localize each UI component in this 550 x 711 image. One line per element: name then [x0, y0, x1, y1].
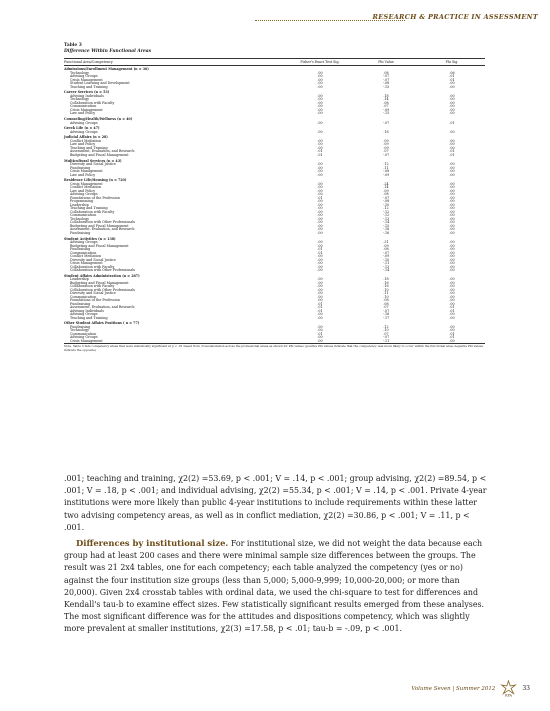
table-note: Note. Table 3 lists competency areas that were statistically significant at p < .01 based from cross-tabulation across the professional areas as shown for Phi values (positive Phi values indicate that the competency was more likely to occur within the functional area; negative Phi values indicate the opposite)	[64, 344, 483, 352]
value-cell: -.07	[382, 152, 390, 157]
value-cell: -.17	[382, 315, 390, 320]
competency-cell: Budgeting and Fiscal Management	[70, 152, 129, 157]
value-cell: .00	[449, 185, 455, 190]
competency-cell: Fundraising	[70, 301, 91, 306]
competency-cell: Communication	[70, 104, 97, 109]
competency-cell: Conflict Mediation	[70, 185, 102, 190]
value-cell: -.11	[353, 340, 419, 344]
competency-cell: Teaching and Training	[70, 206, 108, 211]
value-cell: .08	[383, 301, 389, 306]
value-cell: .00	[317, 129, 323, 134]
table-row	[64, 340, 485, 344]
running-header: RESEARCH & PRACTICE IN ASSESSMENT	[372, 13, 538, 21]
competency-cell: Crisis Management	[70, 181, 103, 186]
value-cell: .08	[383, 192, 389, 197]
value-cell: .00	[317, 165, 323, 170]
value-cell: .00	[317, 185, 323, 190]
competency-cell: Communication	[70, 250, 97, 255]
competency-cell: Programming	[70, 199, 93, 204]
value-cell: .00	[317, 240, 323, 244]
competency-cell: Fundraising	[70, 230, 91, 235]
competency-cell: Crisis Management	[70, 261, 103, 265]
value-cell: .11	[383, 165, 389, 170]
competency-cell: Leadership	[70, 277, 89, 282]
value-cell: .00	[317, 324, 323, 329]
value-cell: .00	[449, 162, 455, 167]
value-cell: .01	[449, 74, 455, 79]
value-cell: .00	[449, 220, 455, 225]
competency-cell: Budgeting and Fiscal Management	[70, 280, 129, 285]
competency-cell: Advising Groups	[70, 74, 98, 79]
value-cell: .00	[449, 247, 455, 251]
value-cell: .00	[317, 172, 323, 177]
value-cell: .00	[317, 169, 323, 174]
value-cell: .00	[317, 145, 323, 150]
competency-cell: Crisis Management	[70, 77, 103, 82]
value-cell: .01	[449, 149, 455, 154]
value-cell: .00	[449, 145, 455, 150]
value-cell: .01	[317, 250, 323, 255]
col-header: Fisher's Exact Test Sig.	[287, 59, 353, 66]
value-cell: -.08	[382, 199, 390, 204]
value-cell: -.13	[382, 216, 390, 221]
value-cell: .08	[383, 100, 389, 105]
value-cell: -.07	[382, 250, 390, 255]
competency-cell: Law and Policy	[70, 142, 96, 147]
value-cell: .00	[449, 165, 455, 170]
value-cell: -.14	[382, 220, 390, 225]
value-cell: .00	[317, 254, 323, 258]
section-subheading: Differences by institutional size.	[76, 538, 229, 548]
value-cell: .00	[449, 250, 455, 255]
value-cell: .00	[449, 111, 455, 116]
value-cell: -.07	[382, 195, 390, 200]
competency-cell: Crisis Management	[64, 340, 287, 344]
value-cell: .09	[383, 188, 389, 193]
value-cell: .01	[317, 305, 323, 310]
value-cell: .00	[317, 335, 323, 340]
competency-cell: Teaching and Training	[70, 84, 108, 89]
value-cell: .00	[449, 312, 455, 317]
value-cell: -.14	[382, 268, 390, 272]
value-cell: .00	[317, 268, 323, 272]
value-cell: .01	[317, 195, 323, 200]
value-cell: .00	[317, 97, 323, 102]
table-body	[64, 66, 485, 344]
value-cell: .00	[449, 254, 455, 258]
competency-cell: Fundraising	[70, 324, 91, 329]
competency-cell: Advising Individuals	[70, 93, 104, 98]
competency-cell: Collaboration with Other Professionals	[70, 220, 136, 225]
value-cell: .31	[383, 240, 389, 244]
value-cell: .00	[449, 294, 455, 299]
value-cell: .01	[449, 331, 455, 336]
value-cell: .01	[317, 331, 323, 336]
competency-cell: Budgeting and Fiscal Management	[70, 223, 129, 228]
value-cell: .00	[449, 188, 455, 193]
rpa-logo-icon	[500, 680, 517, 697]
value-cell: .00	[449, 107, 455, 112]
value-cell: .01	[317, 152, 323, 157]
page-footer	[411, 680, 530, 697]
value-cell: .00	[449, 138, 455, 143]
value-cell: -.12	[382, 213, 390, 218]
value-cell: .00	[317, 100, 323, 105]
value-cell: .00	[449, 169, 455, 174]
value-cell: .18	[383, 277, 389, 282]
competency-cell: Foundations of the Profession	[70, 298, 120, 303]
value-cell: .08	[383, 298, 389, 303]
value-cell: .00	[317, 70, 323, 75]
value-cell: .16	[383, 280, 389, 285]
group-label: Residence Life/Housing (n = 720)	[64, 178, 127, 183]
data-table	[64, 58, 485, 344]
value-cell: -.15	[382, 84, 390, 89]
col-header: Phi Sig.	[419, 59, 485, 66]
value-cell: .06	[449, 70, 455, 75]
competency-cell: Communication	[70, 294, 97, 299]
value-cell: .00	[449, 298, 455, 303]
competency-cell: Advising Individuals	[70, 308, 104, 313]
value-cell: .00	[449, 181, 455, 186]
value-cell: -.12	[382, 209, 390, 214]
value-cell: .00	[449, 213, 455, 218]
value-cell: -.07	[382, 308, 390, 313]
value-cell: .00	[449, 142, 455, 147]
value-cell: .00	[287, 340, 353, 344]
group-label: Judicial Affairs (n = 28)	[64, 135, 108, 140]
value-cell: .00	[317, 111, 323, 116]
value-cell: .00	[317, 209, 323, 214]
value-cell: .10	[383, 287, 389, 292]
competency-cell: Collaboration with Faculty	[70, 264, 115, 269]
value-cell: -.10	[382, 202, 390, 207]
value-cell: .00	[317, 120, 323, 125]
value-cell: .00	[449, 257, 455, 262]
value-cell: .24	[383, 181, 389, 186]
competency-cell: Communication	[70, 213, 97, 218]
value-cell: .00	[449, 97, 455, 102]
group-label: Student Affairs Administration (n = 287)	[64, 273, 140, 278]
value-cell: .00	[317, 277, 323, 282]
value-cell: .01	[317, 301, 323, 306]
competency-cell: Advising Groups	[70, 192, 98, 197]
value-cell: .00	[449, 284, 455, 289]
value-cell: .00	[449, 192, 455, 197]
value-cell: .07	[383, 331, 389, 336]
value-cell: .00	[317, 291, 323, 296]
value-cell: .00	[449, 315, 455, 320]
value-cell: .00	[317, 192, 323, 197]
competency-cell: Advising Groups	[70, 335, 98, 340]
value-cell: .00	[317, 312, 323, 317]
value-cell: .18	[383, 129, 389, 134]
group-label: Other Student Affairs Positions ( n = 77)	[64, 321, 140, 326]
competency-cell: Conflict Mediation	[70, 138, 102, 143]
table-container	[64, 43, 485, 353]
value-cell: .00	[419, 340, 485, 344]
value-cell: .00	[449, 223, 455, 228]
value-cell: .01	[317, 308, 323, 313]
competency-cell: Law and Policy	[70, 172, 96, 177]
competency-cell: Diversity and Social Justice	[70, 257, 116, 262]
competency-cell: Collaboration with Faculty	[70, 209, 115, 214]
competency-cell: Budgeting and Fiscal Management	[70, 243, 129, 248]
competency-cell: Collaboration with Other Professionals	[70, 268, 136, 272]
value-cell: .00	[449, 328, 455, 333]
value-cell: .00	[317, 188, 323, 193]
value-cell: .07	[383, 149, 389, 154]
value-cell: .00	[317, 213, 323, 218]
value-cell: .01	[449, 308, 455, 313]
value-cell: .00	[449, 287, 455, 292]
value-cell: .00	[317, 84, 323, 89]
value-cell: -.16	[382, 227, 390, 232]
value-cell: .16	[383, 284, 389, 289]
value-cell: .00	[449, 93, 455, 98]
value-cell: .00	[317, 287, 323, 292]
value-cell: .07	[383, 305, 389, 310]
value-cell: .00	[449, 81, 455, 86]
value-cell: .12	[383, 324, 389, 329]
value-cell: .00	[317, 328, 323, 333]
value-cell: .00	[449, 268, 455, 272]
value-cell: .00	[317, 294, 323, 299]
value-cell: -.09	[382, 254, 390, 258]
value-cell: .00	[449, 202, 455, 207]
col-header: Functional Area/Competency	[64, 59, 287, 66]
competency-cell: Collaboration with Other Professionals	[70, 287, 136, 292]
value-cell: -.07	[382, 120, 390, 125]
value-cell: -.15	[382, 111, 390, 116]
competency-cell: Advising Groups	[70, 120, 98, 125]
group-label: Counseling/Health/Wellness (n = 40)	[64, 117, 133, 122]
competency-cell: Technology	[70, 328, 89, 333]
value-cell: -.15	[382, 223, 390, 228]
competency-cell: Law and Policy	[70, 111, 96, 116]
value-cell: .01	[449, 152, 455, 157]
group-label: Admissions/Enrollment Management (n = 36)	[64, 67, 149, 72]
value-cell: .09	[383, 142, 389, 147]
value-cell: .00	[449, 324, 455, 329]
value-cell: -.10	[382, 257, 390, 262]
value-cell: .00	[317, 202, 323, 207]
value-cell: .11	[383, 291, 389, 296]
competency-cell: Assessment, Evaluation, and Research	[70, 149, 135, 154]
value-cell: .00	[449, 280, 455, 285]
value-cell: .00	[449, 100, 455, 105]
value-cell: .01	[449, 305, 455, 310]
value-cell: .00	[449, 195, 455, 200]
value-cell: .00	[317, 107, 323, 112]
value-cell: .12	[383, 162, 389, 167]
value-cell: .00	[449, 240, 455, 244]
value-cell: .01	[317, 149, 323, 154]
competency-cell: Student Learning and Development	[70, 81, 130, 86]
group-label: Multicultural Services (n = 43)	[64, 158, 122, 163]
volume-label: Volume Seven | Summer 2012	[411, 685, 496, 692]
value-cell: .00	[317, 74, 323, 79]
value-cell: .00	[317, 227, 323, 232]
body-paragraph: .001; teaching and training, χ2(2) =53.69, p < .001; V = .14, p < .001; group advising, χ2(2) =89.54, p < .001; V = .18, p < .001; and individual advising, χ2(2) =55.34, p < .001; V = .14, p < .001. Private 4-year institutions were more likely than public 4-year institutions to include requirements within these latter two advising competency areas, as well as in conflict mediation, χ2(2) =30.86, p < .001; V = .11, p < .001.	[64, 474, 487, 532]
value-cell: -.09	[382, 107, 390, 112]
competency-cell: Crisis Management	[70, 107, 103, 112]
value-cell: .00	[317, 104, 323, 109]
value-cell: .00	[449, 291, 455, 296]
value-cell: .09	[383, 138, 389, 143]
value-cell: .12	[383, 206, 389, 211]
value-cell: .00	[449, 206, 455, 211]
competency-cell: Collaboration with Faculty	[70, 284, 115, 289]
value-cell: .00	[449, 104, 455, 109]
value-cell: .00	[449, 216, 455, 221]
table-label: Table 3	[64, 43, 82, 48]
value-cell: -.08	[382, 81, 390, 86]
value-cell: .00	[449, 277, 455, 282]
competency-cell: Fundraising	[70, 165, 91, 170]
value-cell: -.07	[382, 335, 390, 340]
value-cell: .18	[383, 93, 389, 98]
value-cell: .00	[317, 216, 323, 221]
paragraph-text: For institutional size, we did not weight the data because each group had at least 200 cases and there were minimal sample size differences between the groups. The result was 21 2x4 tables, one for each competency; each table analyzed the competency (yes or no) against the four institution size groups (less than 5,000; 5,000-9,999; 10,000-20,000; or more than 20,000). Given 2x4 crosstab tables with ordinal data, we used the chi-square to test for differences and Kendall's tau-b to examine effect sizes. Few statistically significant results emerged from these analyses. The most significant difference was for the attitudes and dispositions competency, which was slightly more prevalent at smaller institutions, χ2(3) =17.58, p < .01; tau-b = -.09, p < .001.	[64, 539, 485, 634]
value-cell: .00	[317, 93, 323, 98]
value-cell: .00	[317, 257, 323, 262]
competency-cell: Fundraising	[70, 247, 91, 251]
logo-text: RPA	[505, 693, 513, 697]
value-cell: .10	[383, 328, 389, 333]
value-cell: .01	[449, 77, 455, 82]
value-cell: .00	[317, 162, 323, 167]
value-cell: .00	[317, 206, 323, 211]
value-cell: .00	[449, 261, 455, 265]
value-cell: .00	[449, 209, 455, 214]
page-number: 33	[522, 685, 530, 692]
competency-cell: Technology	[70, 70, 89, 75]
competency-cell: Crisis Management	[70, 169, 103, 174]
value-cell: .00	[317, 284, 323, 289]
competency-cell: Advising Groups	[70, 129, 98, 134]
value-cell: -.13	[382, 264, 390, 269]
table-title: Difference Within Functional Areas	[64, 49, 152, 54]
value-cell: .00	[449, 199, 455, 204]
value-cell: .00	[449, 264, 455, 269]
value-cell: .01	[449, 120, 455, 125]
col-header: Phi Value	[353, 59, 419, 66]
value-cell: .00	[449, 230, 455, 235]
competency-cell: Conflict Mediation	[70, 254, 102, 258]
value-cell: .00	[317, 142, 323, 147]
table-header-row	[64, 59, 485, 66]
competency-cell: Collaboration with Faculty	[70, 100, 115, 105]
value-cell: .00	[317, 264, 323, 269]
competency-cell: Foundations of the Profession	[70, 195, 120, 200]
competency-cell: Advising Groups	[70, 312, 98, 317]
value-cell: .00	[317, 280, 323, 285]
competency-cell: Teaching and Training	[70, 145, 108, 150]
body-paragraph	[64, 537, 488, 636]
value-cell: .00	[449, 172, 455, 177]
value-cell: .01	[317, 247, 323, 251]
value-cell: .00	[317, 298, 323, 303]
value-cell: .00	[449, 84, 455, 89]
value-cell: .08	[383, 70, 389, 75]
value-cell: .00	[317, 223, 323, 228]
value-cell: .10	[383, 294, 389, 299]
value-cell: -.08	[382, 169, 390, 174]
value-cell: .09	[383, 145, 389, 150]
value-cell: .00	[317, 81, 323, 86]
value-cell: -.09	[382, 172, 390, 177]
value-cell: .00	[449, 243, 455, 248]
competency-cell: Diversity and Social Justice	[70, 291, 116, 296]
value-cell: .00	[317, 220, 323, 225]
value-cell: .14	[383, 185, 389, 190]
competency-cell: Assessment, Evaluation, and Research	[70, 227, 135, 232]
value-cell: .14	[383, 97, 389, 102]
value-cell: -.16	[382, 312, 390, 317]
value-cell: .08	[383, 247, 389, 251]
competency-cell: Diversity and Social Justice	[70, 162, 116, 167]
competency-cell: Technology	[70, 216, 89, 221]
competency-cell: Advising Groups	[70, 240, 98, 244]
value-cell: .00	[449, 301, 455, 306]
value-cell: -.16	[382, 230, 390, 235]
group-label: Student Activities (n = 138)	[64, 236, 116, 241]
value-cell: .00	[317, 77, 323, 82]
value-cell: -.07	[382, 74, 390, 79]
value-cell: -.11	[382, 261, 390, 265]
value-cell: .00	[317, 261, 323, 265]
value-cell: .00	[449, 129, 455, 134]
value-cell: .00	[317, 243, 323, 248]
competency-cell: Leadership	[70, 202, 89, 207]
value-cell: .01	[449, 335, 455, 340]
value-cell: .00	[317, 315, 323, 320]
value-cell: .00	[317, 230, 323, 235]
group-label: Career Services (n = 53)	[64, 90, 110, 95]
competency-cell: Teaching and Training	[70, 315, 108, 320]
competency-cell: Technology	[70, 97, 89, 102]
value-cell: -.07	[382, 77, 390, 82]
value-cell: .00	[317, 199, 323, 204]
competency-cell: Assessment, Evaluation, and Research	[70, 305, 135, 310]
value-cell: .00	[449, 227, 455, 232]
competency-cell: Communication	[70, 331, 97, 336]
competency-cell: Law and Policy	[70, 188, 96, 193]
value-cell: .09	[383, 243, 389, 248]
value-cell: .00	[317, 181, 323, 186]
value-cell: .00	[317, 138, 323, 143]
group-label: Greek Life (n = 47)	[64, 126, 100, 131]
value-cell: .07	[383, 104, 389, 109]
